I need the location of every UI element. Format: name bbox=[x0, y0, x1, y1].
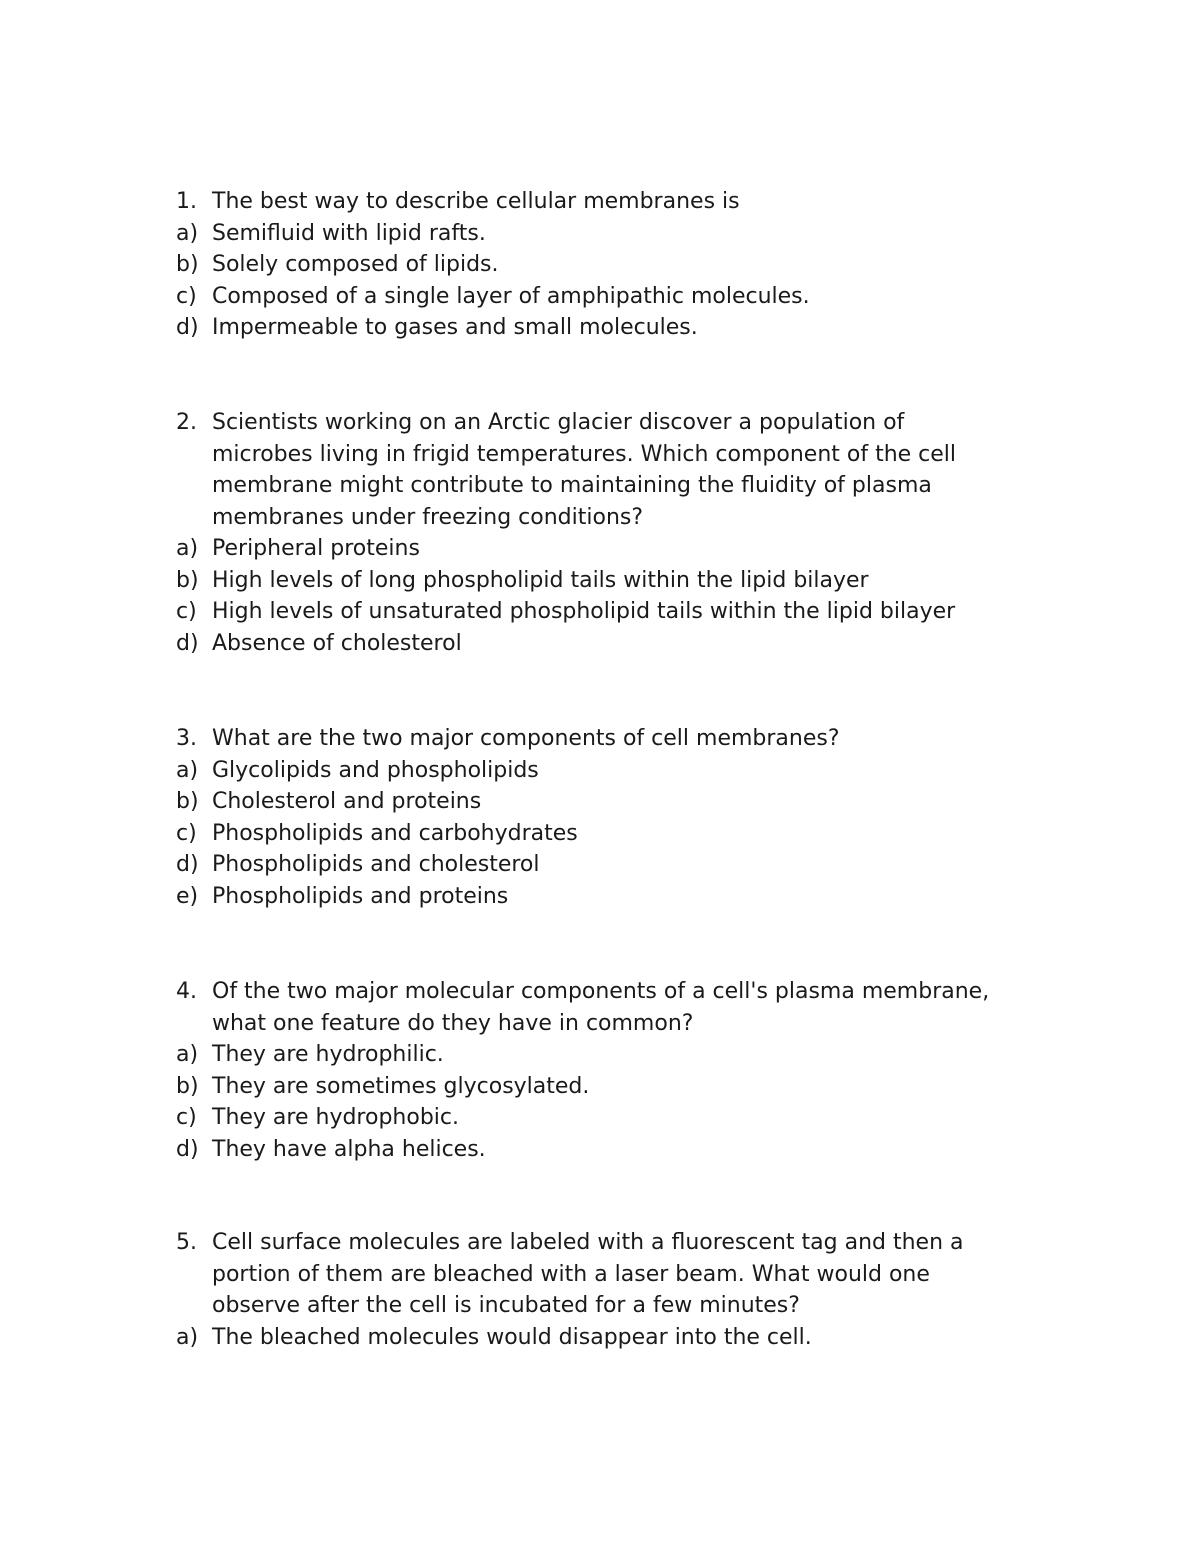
option-text: They are hydrophilic. bbox=[212, 1042, 444, 1067]
answer-option bbox=[0, 628, 1200, 660]
answer-option bbox=[0, 312, 1200, 344]
option-letter: c) bbox=[176, 599, 197, 624]
question-5 bbox=[0, 1227, 1200, 1353]
question-stem-line bbox=[0, 502, 1200, 534]
option-text: Glycolipids and phospholipids bbox=[212, 757, 539, 783]
option-text: High levels of long phospholipid tails within the lipid bilayer bbox=[212, 567, 869, 593]
question-stem-line bbox=[0, 1008, 1200, 1040]
question-3 bbox=[0, 723, 1200, 912]
answer-option bbox=[0, 1322, 1200, 1354]
question-2 bbox=[0, 407, 1200, 659]
option-text: Absence of cholesterol bbox=[212, 630, 462, 656]
option-text: Phospholipids and cholesterol bbox=[212, 852, 540, 877]
answer-option bbox=[0, 281, 1200, 313]
option-text: They are sometimes glycosylated. bbox=[212, 1073, 590, 1099]
question-stem-text: observe after the cell is incubated for a few minutes? bbox=[212, 1293, 800, 1318]
question-stem-line bbox=[0, 470, 1200, 502]
question-stem-line bbox=[0, 439, 1200, 471]
option-text: They are hydrophobic. bbox=[212, 1105, 459, 1130]
option-text: Peripheral proteins bbox=[212, 536, 420, 561]
question-stem-line bbox=[0, 1290, 1200, 1322]
answer-option bbox=[0, 755, 1200, 787]
answer-option bbox=[0, 1102, 1200, 1134]
question-1 bbox=[0, 186, 1200, 344]
answer-option bbox=[0, 1039, 1200, 1071]
option-letter: a) bbox=[176, 757, 199, 783]
option-text: Phospholipids and carbohydrates bbox=[212, 820, 578, 846]
option-letter: d) bbox=[176, 630, 199, 656]
question-stem-line bbox=[0, 1227, 1200, 1259]
question-stem-line bbox=[0, 976, 1200, 1008]
question-stem-text: The best way to describe cellular membranes is bbox=[212, 189, 740, 214]
answer-option bbox=[0, 218, 1200, 250]
option-letter: a) bbox=[176, 220, 199, 246]
question-stem-text: Of the two major molecular components of a cell's plasma membrane, bbox=[212, 979, 990, 1004]
question-number: 4. bbox=[176, 979, 197, 1004]
question-number: 3. bbox=[176, 726, 197, 751]
option-letter: a) bbox=[176, 536, 199, 561]
answer-option bbox=[0, 786, 1200, 818]
question-number: 1. bbox=[176, 189, 197, 214]
question-stem-text: microbes living in frigid temperatures. Which component of the cell bbox=[212, 441, 957, 467]
question-stem-line bbox=[0, 186, 1200, 218]
question-stem-text: Scientists working on an Arctic glacier discover a population of bbox=[212, 410, 905, 435]
option-letter: b) bbox=[176, 252, 199, 277]
answer-option bbox=[0, 565, 1200, 597]
option-text: High levels of unsaturated phospholipid tails within the lipid bilayer bbox=[212, 599, 956, 624]
question-4 bbox=[0, 976, 1200, 1165]
question-stem-line bbox=[0, 407, 1200, 439]
question-stem-text: Cell surface molecules are labeled with a fluorescent tag and then a bbox=[212, 1230, 964, 1255]
option-letter: a) bbox=[176, 1042, 199, 1067]
answer-option bbox=[0, 533, 1200, 565]
option-text: Cholesterol and proteins bbox=[212, 789, 482, 814]
option-letter: b) bbox=[176, 1073, 199, 1099]
option-letter: c) bbox=[176, 1105, 197, 1130]
question-number: 5. bbox=[176, 1230, 197, 1255]
question-stem-line bbox=[0, 1259, 1200, 1291]
option-letter: e) bbox=[176, 883, 199, 909]
option-letter: d) bbox=[176, 852, 199, 877]
answer-option bbox=[0, 849, 1200, 881]
question-stem-text: portion of them are bleached with a laser beam. What would one bbox=[212, 1261, 930, 1287]
option-text: Phospholipids and proteins bbox=[212, 883, 509, 909]
answer-option bbox=[0, 1134, 1200, 1166]
question-stem-line bbox=[0, 723, 1200, 755]
option-text: Semifluid with lipid rafts. bbox=[212, 220, 486, 246]
option-letter: d) bbox=[176, 1136, 199, 1162]
answer-option bbox=[0, 596, 1200, 628]
answer-option bbox=[0, 881, 1200, 913]
option-letter: b) bbox=[176, 567, 199, 593]
option-text: Composed of a single layer of amphipathic molecules. bbox=[212, 283, 810, 309]
option-letter: c) bbox=[176, 283, 197, 309]
option-text: Solely composed of lipids. bbox=[212, 252, 499, 277]
option-text: They have alpha helices. bbox=[212, 1136, 486, 1162]
answer-option bbox=[0, 818, 1200, 850]
answer-option bbox=[0, 1071, 1200, 1103]
option-letter: a) bbox=[176, 1324, 199, 1350]
option-letter: c) bbox=[176, 820, 197, 846]
option-letter: b) bbox=[176, 789, 199, 814]
question-number: 2. bbox=[176, 410, 197, 435]
answer-option bbox=[0, 249, 1200, 281]
option-text: Impermeable to gases and small molecules. bbox=[212, 315, 698, 340]
question-stem-text: What are the two major components of cell membranes? bbox=[212, 726, 840, 751]
question-stem-text: membrane might contribute to maintaining the fluidity of plasma bbox=[212, 473, 932, 498]
option-text: The bleached molecules would disappear into the cell. bbox=[212, 1324, 812, 1350]
question-stem-text: what one feature do they have in common? bbox=[212, 1010, 694, 1036]
option-letter: d) bbox=[176, 315, 199, 340]
question-stem-text: membranes under freezing conditions? bbox=[212, 504, 644, 530]
